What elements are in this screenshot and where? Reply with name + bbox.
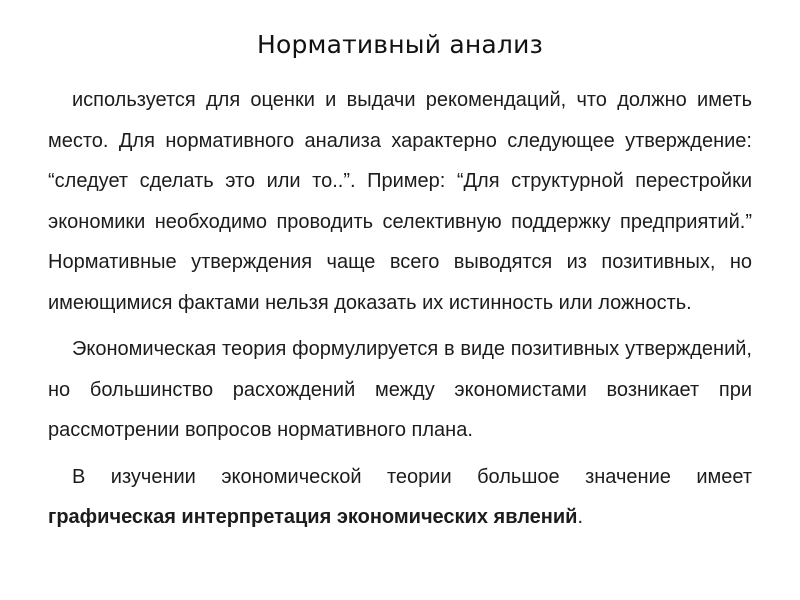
emphasized-phrase: графическая интерпретация экономических явлений <box>48 506 578 528</box>
paragraph-text-after: . <box>577 506 584 528</box>
paragraph-normative-definition: используется для оценки и выдачи рекомендаций, что должно иметь место. Для нормативного анализа характерно следующее утверждение: “следует сделать это или то..”. Пример: “Для структурной перестройки экономики необходимо проводить селективную поддержку предприятий.” Нормативные утверждения чаще всего выводятся из позитивных, но имеющимися фактами нельзя доказать их истинность или ложность. <box>48 89 752 314</box>
paragraph-graphic-interpretation <box>48 457 752 538</box>
paragraph-text-before: В изучении экономической теории большое значение имеет <box>72 465 752 488</box>
paragraph-economic-theory: Экономическая теория формулируется в виде позитивных утверждений, но большинство расхождений между экономистами возникает при рассмотрении вопросов нормативного плана. <box>48 338 752 441</box>
slide-body <box>48 80 752 538</box>
slide-title: Нормативный анализ <box>256 30 544 59</box>
